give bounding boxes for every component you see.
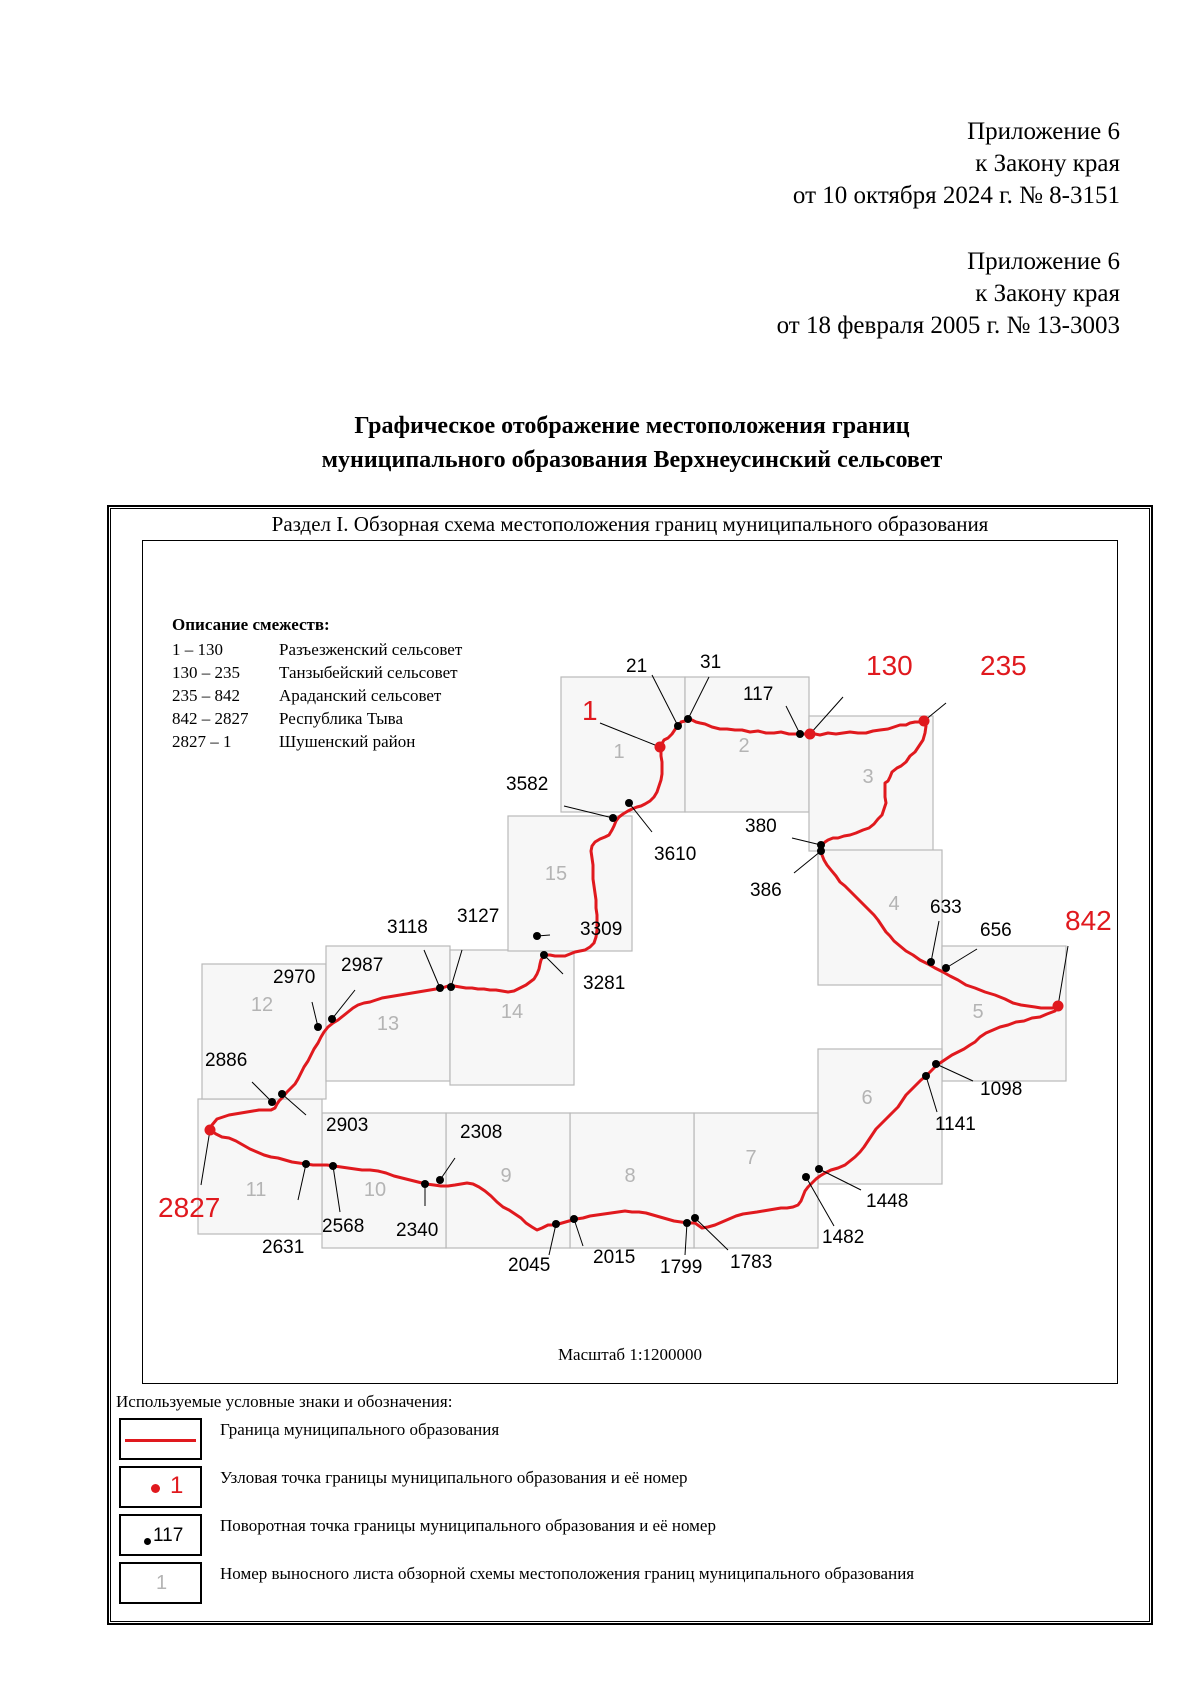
turn-point-marker (942, 964, 950, 972)
turn-point-marker (436, 984, 444, 992)
sheet-number: 14 (500, 1001, 524, 1023)
legend-node-sample (119, 1466, 202, 1508)
sheet-number: 13 (376, 1013, 400, 1035)
sheets-layer (198, 677, 1066, 1248)
turn-point-marker (932, 1060, 940, 1068)
adjacency-range: 842 – 2827 (172, 709, 249, 728)
turn-point-label: 3309 (580, 919, 623, 940)
sheet-number: 9 (500, 1165, 512, 1187)
turn-point-marker (278, 1090, 286, 1098)
turn-point-marker (802, 1173, 810, 1181)
turn-point-marker (314, 1023, 322, 1031)
turn-point-marker (683, 1219, 691, 1227)
section-title: Раздел I. Обзорная схема местоположения границ муниципального образования (271, 512, 989, 536)
adjacency-row (172, 709, 403, 729)
sheet-number: 8 (624, 1165, 636, 1187)
turn-point-label: 3610 (654, 844, 697, 865)
turn-point-marker (328, 1015, 336, 1023)
sheet-number: 3 (862, 766, 874, 788)
turn-point-marker (552, 1220, 560, 1228)
turn-point-label: 2015 (593, 1247, 636, 1268)
node-point-symbol (151, 1484, 160, 1493)
turn-point-label: 1448 (866, 1191, 909, 1212)
turn-point-marker (796, 730, 804, 738)
sheet-number: 12 (250, 994, 274, 1016)
turn-point-marker (268, 1098, 276, 1106)
turn-point-label: 31 (700, 652, 722, 673)
adjacency-name: Разъезженский сельсовет (279, 640, 463, 659)
turn-point-marker (447, 983, 455, 991)
sheet-sample-label: 1 (156, 1572, 168, 1594)
sheet-number: 1 (613, 741, 625, 763)
turn-point-label: 386 (750, 880, 782, 901)
turn-point-marker (570, 1215, 578, 1223)
turn-point-label: 1482 (822, 1227, 865, 1248)
turn-point-label: 21 (626, 656, 648, 677)
header-line: от 10 октября 2024 г. № 8-3151 (792, 182, 1120, 209)
turn-point-label: 3127 (457, 906, 500, 927)
node-point-marker (919, 716, 930, 727)
sheet-number: 15 (544, 863, 568, 885)
turn-point-label: 2886 (205, 1050, 248, 1071)
adjacency-range: 130 – 235 (172, 663, 240, 682)
legend-turn-sample (119, 1514, 202, 1556)
adjacency-range: 2827 – 1 (172, 732, 232, 751)
adjacency-row (172, 732, 415, 752)
turn-point-marker (436, 1176, 444, 1184)
header-line: к Закону края (975, 280, 1120, 307)
turn-point-label: 117 (743, 684, 774, 705)
legend-node-text: Узловая точка границы муниципального образования и её номер (220, 1468, 688, 1487)
boundary-line-symbol (125, 1439, 196, 1442)
node-point-label: 235 (980, 650, 1027, 681)
turn-point-label: 1141 (935, 1114, 976, 1135)
turn-point-marker (533, 932, 541, 940)
turn-point-marker (684, 715, 692, 723)
turn-point-label: 656 (980, 920, 1012, 941)
turn-point-marker (302, 1160, 310, 1168)
turn-point-label: 3281 (583, 973, 626, 994)
turn-point-marker (329, 1162, 337, 1170)
legend-sheet-text: Номер выносного листа обзорной схемы местоположения границ муниципального образования (220, 1564, 915, 1583)
sheet-frame (818, 1049, 942, 1184)
turn-point-marker (674, 722, 682, 730)
sheet-number: 6 (861, 1087, 873, 1109)
turn-point-label: 2045 (508, 1255, 551, 1276)
title-line-2: муниципального образования Верхнеусинский сельсовет (321, 447, 943, 473)
sheet-frame (694, 1113, 818, 1248)
turn-point-label: 380 (745, 816, 777, 837)
turn-point-marker (609, 814, 617, 822)
turn-point-symbol (144, 1538, 151, 1545)
turn-point-marker (922, 1072, 930, 1080)
turn-point-label: 1098 (980, 1079, 1023, 1100)
turn-point-marker (817, 847, 825, 855)
header-line: к Закону края (975, 150, 1120, 177)
turn-point-marker (625, 799, 633, 807)
turn-point-label: 2903 (326, 1115, 369, 1136)
header-line: Приложение 6 (967, 248, 1120, 275)
turn-point-marker (691, 1214, 699, 1222)
turn-point-label: 633 (930, 897, 962, 918)
adjacency-name: Республика Тыва (279, 709, 404, 728)
sheet-number: 7 (745, 1147, 757, 1169)
turn-point-label: 3582 (506, 774, 549, 795)
turn-point-marker (815, 1165, 823, 1173)
sheet-frame (818, 850, 942, 985)
sheet-number: 11 (245, 1179, 267, 1201)
adjacency-title: Описание смежеств: (172, 615, 330, 634)
turn-point-label: 1799 (660, 1257, 703, 1278)
legend-title: Используемые условные знаки и обозначения: (116, 1392, 453, 1411)
header-line: от 18 февраля 2005 г. № 13-3003 (776, 312, 1120, 339)
title-line-1: Графическое отображение местоположения границ (354, 413, 910, 439)
map-scale: Масштаб 1:1200000 (557, 1345, 703, 1364)
turn-point-label: 2568 (322, 1216, 365, 1237)
turn-point-label: 3118 (387, 917, 428, 938)
legend-turn-text: Поворотная точка границы муниципального образования и её номер (220, 1516, 716, 1535)
node-point-label: 1 (582, 695, 598, 726)
adjacency-row (172, 663, 458, 683)
node-point-label: 842 (1065, 905, 1112, 936)
adjacency-row (172, 640, 462, 660)
sheet-number: 2 (738, 735, 750, 757)
turn-point-marker (927, 958, 935, 966)
sheet-number: 10 (363, 1179, 387, 1201)
turn-point-label: 2631 (262, 1237, 305, 1258)
sheet-number: 4 (888, 893, 900, 915)
legend-boundary-sample (119, 1418, 202, 1460)
node-point-label: 2827 (158, 1192, 221, 1223)
turn-point-label: 1783 (730, 1252, 773, 1273)
node-sample-label: 1 (170, 1472, 184, 1499)
adjacency-name: Шушенский район (279, 732, 416, 751)
adjacency-row (172, 686, 441, 706)
turn-point-label: 2970 (273, 967, 316, 988)
turn-sample-label: 117 (153, 1525, 184, 1546)
turn-point-label: 2340 (396, 1220, 439, 1241)
node-point-marker (205, 1125, 216, 1136)
sheet-number: 5 (972, 1001, 984, 1023)
legend-sheet-sample (119, 1562, 202, 1604)
legend-boundary-text: Граница муниципального образования (220, 1420, 500, 1439)
header-line: Приложение 6 (967, 118, 1120, 145)
node-point-label: 130 (866, 650, 913, 681)
node-point-marker (805, 729, 816, 740)
leader-line (794, 851, 821, 873)
turn-point-label: 2987 (341, 955, 384, 976)
adjacency-name: Танзыбейский сельсовет (279, 663, 458, 682)
node-point-marker (655, 742, 666, 753)
turn-point-marker (421, 1180, 429, 1188)
adjacency-name: Араданский сельсовет (279, 686, 442, 705)
adjacency-range: 235 – 842 (172, 686, 240, 705)
adjacency-range: 1 – 130 (172, 640, 223, 659)
turn-point-marker (540, 951, 548, 959)
node-point-marker (1053, 1001, 1064, 1012)
turn-point-label: 2308 (460, 1122, 503, 1143)
